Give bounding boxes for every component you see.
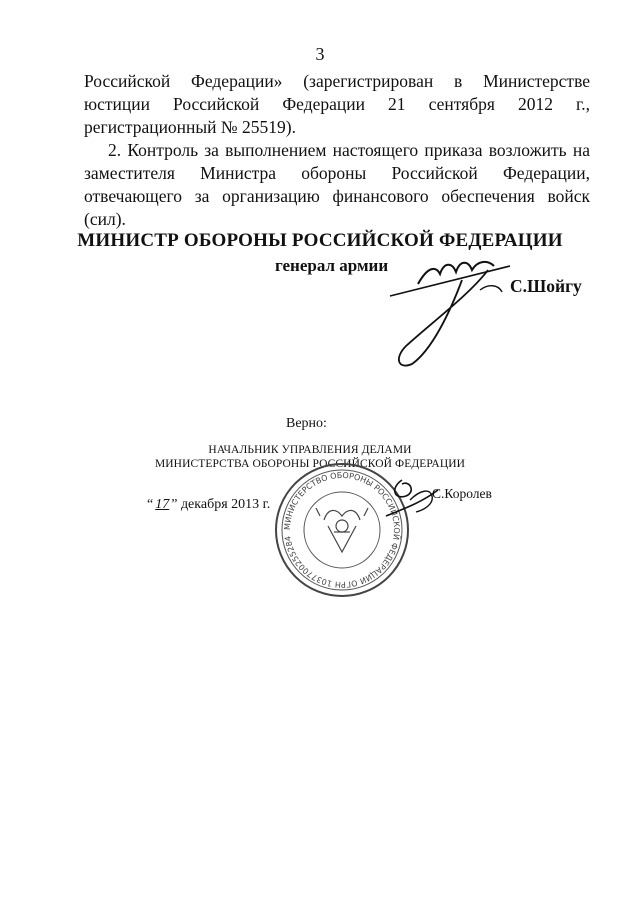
certification-date [147,497,270,513]
signatory-name: С.Шойгу [510,276,582,296]
body-text [84,70,590,231]
signatory-title: МИНИСТР ОБОРОНЫ РОССИЙСКОЙ ФЕДЕРАЦИИ [77,230,563,251]
minister-signature [370,240,520,380]
emblem-icon [316,508,368,552]
certification-position-line1: НАЧАЛЬНИК УПРАВЛЕНИЯ ДЕЛАМИ [208,444,412,456]
certification-label: Верно: [286,416,327,431]
page-number: 3 [315,44,325,64]
date-day: 17 [155,497,170,512]
signatory-rank: генерал армии [275,256,389,275]
certification-position-line2: МИНИСТЕРСТВА ОБОРОНЫ РОССИЙСКОЙ ФЕДЕРАЦИИ [154,458,466,470]
date-rest: декабря 2013 г. [177,497,271,512]
date-open-quote: “ [147,497,154,512]
date-close-quote: ” [171,497,178,512]
seal-text: МИНИСТЕРСТВО ОБОРОНЫ РОССИЙСКОЙ ФЕДЕРАЦИИ ОГРН 1037700255284 [282,470,402,590]
paragraph-control: 2. Контроль за выполнением настоящего приказа возложить на заместителя Министра обороны Российской Федерации, отвечающего за организацию финансового обеспечения войск (сил). [84,140,590,229]
paragraph-continuation: Российской Федерации» (зарегистрирован в Министерстве юстиции Российской Федерации 21 сентября 2012 г., регистрационный № 25519). [84,71,590,137]
certification-name: С.Королев [432,486,492,501]
